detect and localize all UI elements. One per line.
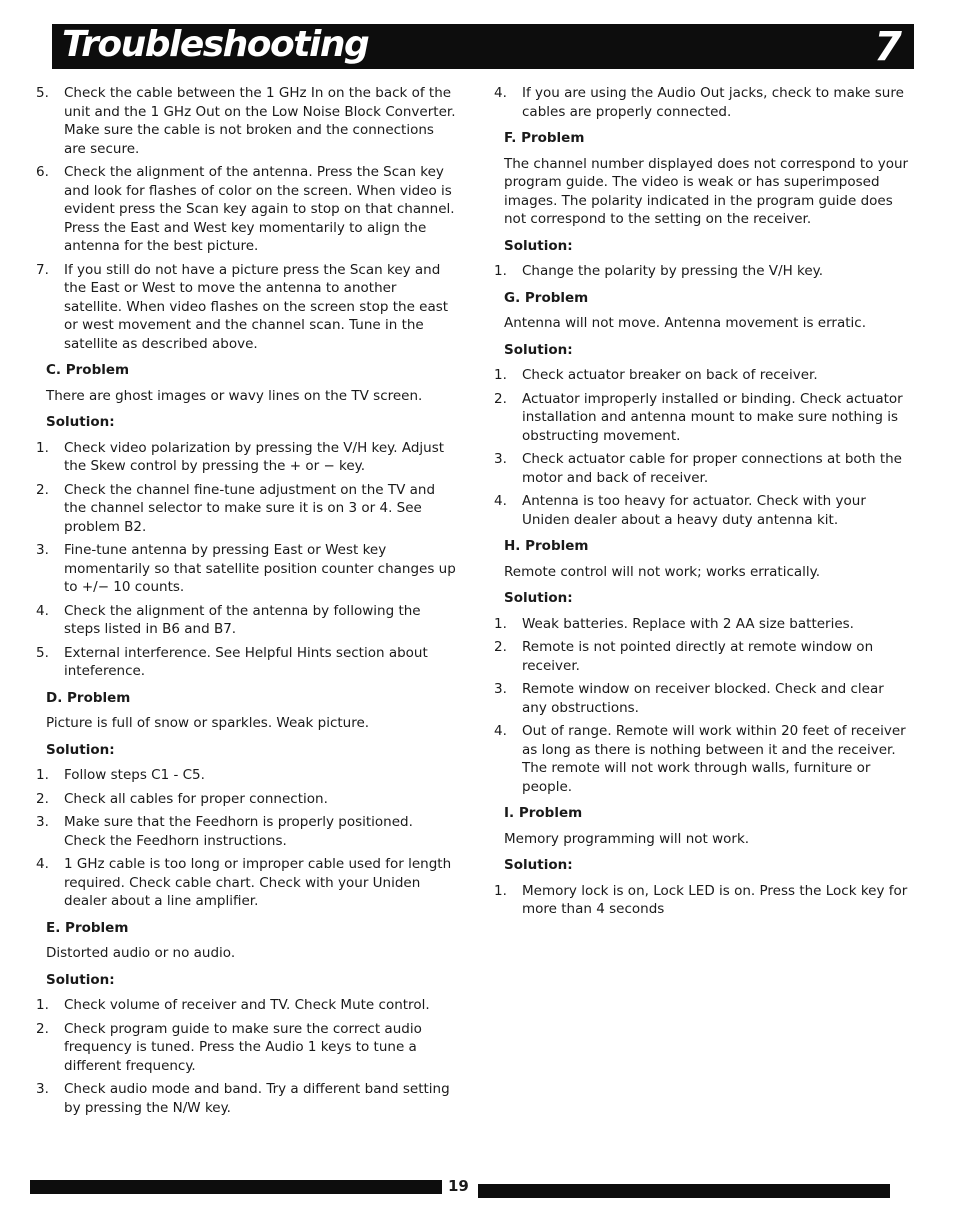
solution-heading: Solution: [504, 590, 573, 606]
list-item: 4. Check the alignment of the antenna by following the steps listed in B6 and B7. [36, 602, 421, 637]
right-column [494, 84, 912, 924]
problem-g-heading: G. Problem [504, 289, 589, 306]
list-item: 1. Check volume of receiver and TV. Check Mute control. [36, 997, 430, 1013]
page-title: Troubleshooting [62, 24, 369, 65]
list-item: 6. Check the alignment of the antenna. Press the Scan key and look for flashes of color on the screen. When video is evident press the Scan key again to stop on that channel. Press the East and West key momentarily to align the antenna for the best picture. [36, 164, 455, 254]
problem-c-description: There are ghost images or wavy lines on the TV screen. [46, 387, 423, 404]
intro-list [494, 84, 912, 121]
list-item: 2. Check program guide to make sure the correct audio frequency is tuned. Press the Audio 1 keys to tune a different frequency. [36, 1020, 422, 1074]
problem-f-description: The channel number displayed does not correspond to your program guide. The video is weak or has superimposed images. The polarity indicated in the program guide does not correspond to the setting on the receiver. [504, 155, 909, 227]
problem-c-heading: C. Problem [46, 362, 130, 378]
chapter-number: 7 [874, 24, 902, 70]
list-item: 3. Check audio mode and band. Try a different band setting by pressing the N/W key. [36, 1081, 450, 1116]
list-item: 1. Check actuator breaker on back of receiver. [494, 367, 818, 383]
problem-h-description: Remote control will not work; works erratically. [504, 563, 820, 580]
problem-e-description: Distorted audio or no audio. [46, 945, 236, 961]
problem-f-heading: F. Problem [504, 130, 585, 146]
problem-d-solutions [36, 766, 456, 911]
footer-bar-right [478, 1184, 890, 1198]
footer-bar-left [30, 1180, 442, 1194]
intro-list [36, 84, 456, 353]
list-item: 3. Make sure that the Feedhorn is properly positioned. Check the Feedhorn instructions. [36, 814, 413, 849]
page-number: 19 [448, 1177, 469, 1195]
list-item: 5. Check the cable between the 1 GHz In on the back of the unit and the 1 GHz Out on the Low Noise Block Converter. Make sure the cable is not broken and the connections are secure. [36, 85, 456, 157]
list-item: 2. Check all cables for proper connection. [36, 790, 328, 807]
problem-h-heading: H. Problem [504, 538, 589, 554]
list-item: 4. Antenna is too heavy for actuator. Check with your Uniden dealer about a heavy duty antenna kit. [494, 493, 866, 528]
list-item: 4. Out of range. Remote will work within 20 feet of receiver as long as there is nothing between it and the receiver. The remote will not work through walls, furniture or people. [494, 723, 906, 795]
header-bar [52, 24, 914, 69]
solution-heading: Solution: [46, 414, 115, 430]
list-item: 3. Remote window on receiver blocked. Check and clear any obstructions. [494, 681, 884, 716]
problem-i-description: Memory programming will not work. [504, 830, 750, 847]
list-item: 7. If you still do not have a picture press the Scan key and the East or West to move the antenna to another satellite. When video flashes on the screen stop the east or west movement and the channel scan. Tune in the satellite as described above. [36, 261, 449, 352]
left-column [36, 84, 456, 1122]
problem-i-heading: I. Problem [504, 805, 583, 821]
list-item: 1. Memory lock is on, Lock LED is on. Press the Lock key for more than 4 seconds [494, 882, 908, 917]
problem-d-description: Picture is full of snow or sparkles. Weak picture. [46, 715, 370, 731]
list-item: 1. Follow steps C1 - C5. [36, 767, 205, 783]
problem-g-solutions [494, 366, 912, 529]
problem-c-solutions [36, 439, 456, 681]
list-item: 3. Fine-tune antenna by pressing East or West key momentarily so that satellite position counter changes up to +/− 10 counts. [36, 542, 456, 595]
solution-heading: Solution: [504, 237, 573, 254]
solution-heading: Solution: [46, 971, 115, 988]
problem-e-heading: E. Problem [46, 919, 129, 936]
list-item: 5. External interference. See Helpful Hints section about inteference. [36, 644, 428, 679]
list-item: 4. If you are using the Audio Out jacks, check to make sure cables are properly connected. [494, 85, 904, 120]
solution-heading: Solution: [504, 341, 573, 358]
list-item: 2. Remote is not pointed directly at remote window on receiver. [494, 639, 874, 674]
list-item: 1. Change the polarity by pressing the V/H key. [494, 263, 824, 279]
problem-d-heading: D. Problem [46, 689, 131, 706]
list-item: 2. Check the channel fine-tune adjustment on the TV and the channel selector to make sure it is on 3 or 4. See problem B2. [36, 481, 436, 535]
problem-g-description: Antenna will not move. Antenna movement is erratic. [504, 315, 866, 331]
list-item: 3. Check actuator cable for proper connections at both the motor and back of receiver. [494, 451, 902, 486]
solution-heading: Solution: [46, 741, 115, 758]
problem-i-solutions [494, 882, 912, 919]
problem-f-solutions [494, 262, 912, 281]
list-item: 1. Check video polarization by pressing the V/H key. Adjust the Skew control by pressing the + or − key. [36, 439, 445, 474]
list-item: 1. Weak batteries. Replace with 2 AA size batteries. [494, 615, 854, 632]
problem-e-solutions [36, 996, 456, 1117]
list-item: 2. Actuator improperly installed or binding. Check actuator installation and antenna mount to make sure nothing is obstructing movement. [494, 390, 903, 444]
list-item: 4. 1 GHz cable is too long or improper cable used for length required. Check cable chart. Check with your Uniden dealer about a line amplifier. [36, 856, 452, 909]
problem-h-solutions [494, 615, 912, 797]
solution-heading: Solution: [504, 857, 573, 873]
